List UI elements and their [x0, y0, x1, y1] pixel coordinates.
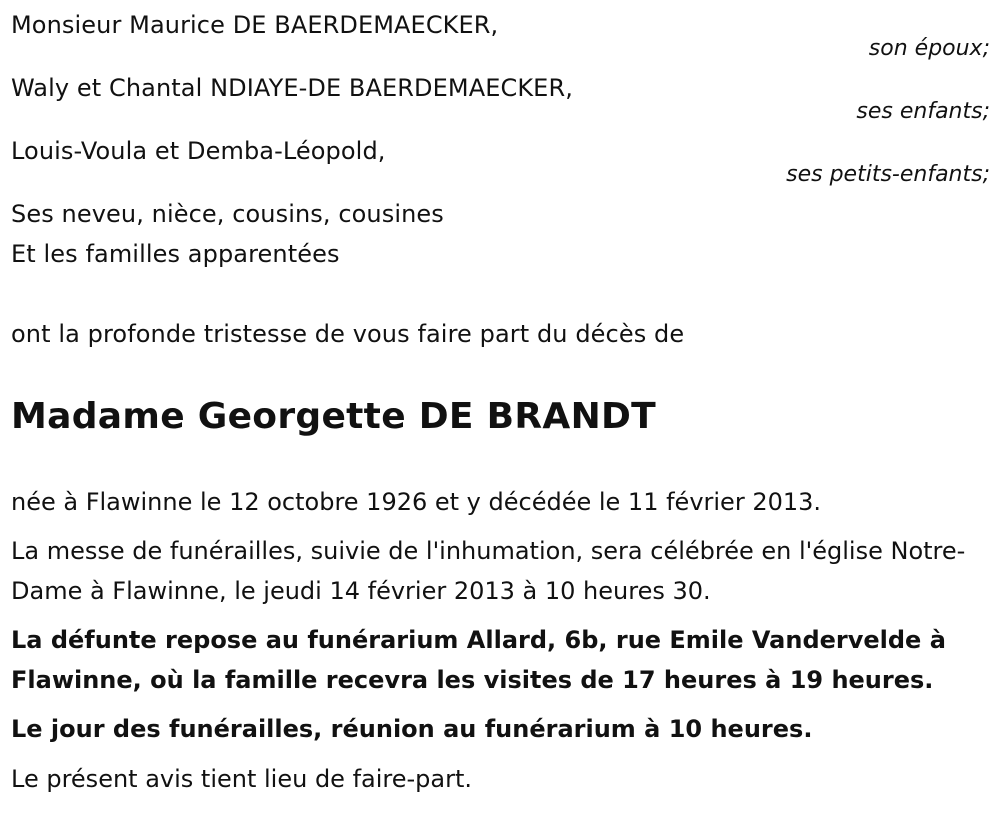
deceased-name: Madame Georgette DE BRANDT	[11, 396, 657, 437]
spouse-name: Monsieur Maurice DE BAERDEMAECKER,	[11, 11, 499, 39]
relatives-line-1: Ses neveu, nièce, cousins, cousines	[11, 200, 444, 228]
birth-death-text: née à Flawinne le 12 octobre 1926 et y décédée le 11 février 2013.	[11, 488, 822, 516]
funeral-mass-text: La messe de funérailles, suivie de l'inhumation, sera célébrée en l'église Notre-Dame à Flawinne, le jeudi 14 février 2013 à 10 heures 30.	[11, 537, 966, 605]
grandchildren-relation: ses petits-enfants;	[786, 162, 990, 187]
closing-text: Le présent avis tient lieu de faire-part.	[11, 765, 473, 793]
spouse-relation: son époux;	[868, 36, 990, 61]
viewing-text: La défunte repose au funérarium Allard, 6b, rue Emile Vandervelde à Flawinne, où la famille recevra les visites de 17 heures à 19 heures.	[11, 626, 946, 694]
relatives-line-2: Et les familles apparentées	[11, 240, 340, 268]
meeting-text: Le jour des funérailles, réunion au funérarium à 10 heures.	[11, 715, 813, 743]
children-name: Waly et Chantal NDIAYE-DE BAERDEMAECKER,	[11, 74, 573, 102]
children-relation: ses enfants;	[856, 99, 990, 124]
announcement-text: ont la profonde tristesse de vous faire part du décès de	[11, 320, 685, 348]
grandchildren-name: Louis-Voula et Demba-Léopold,	[11, 137, 386, 165]
